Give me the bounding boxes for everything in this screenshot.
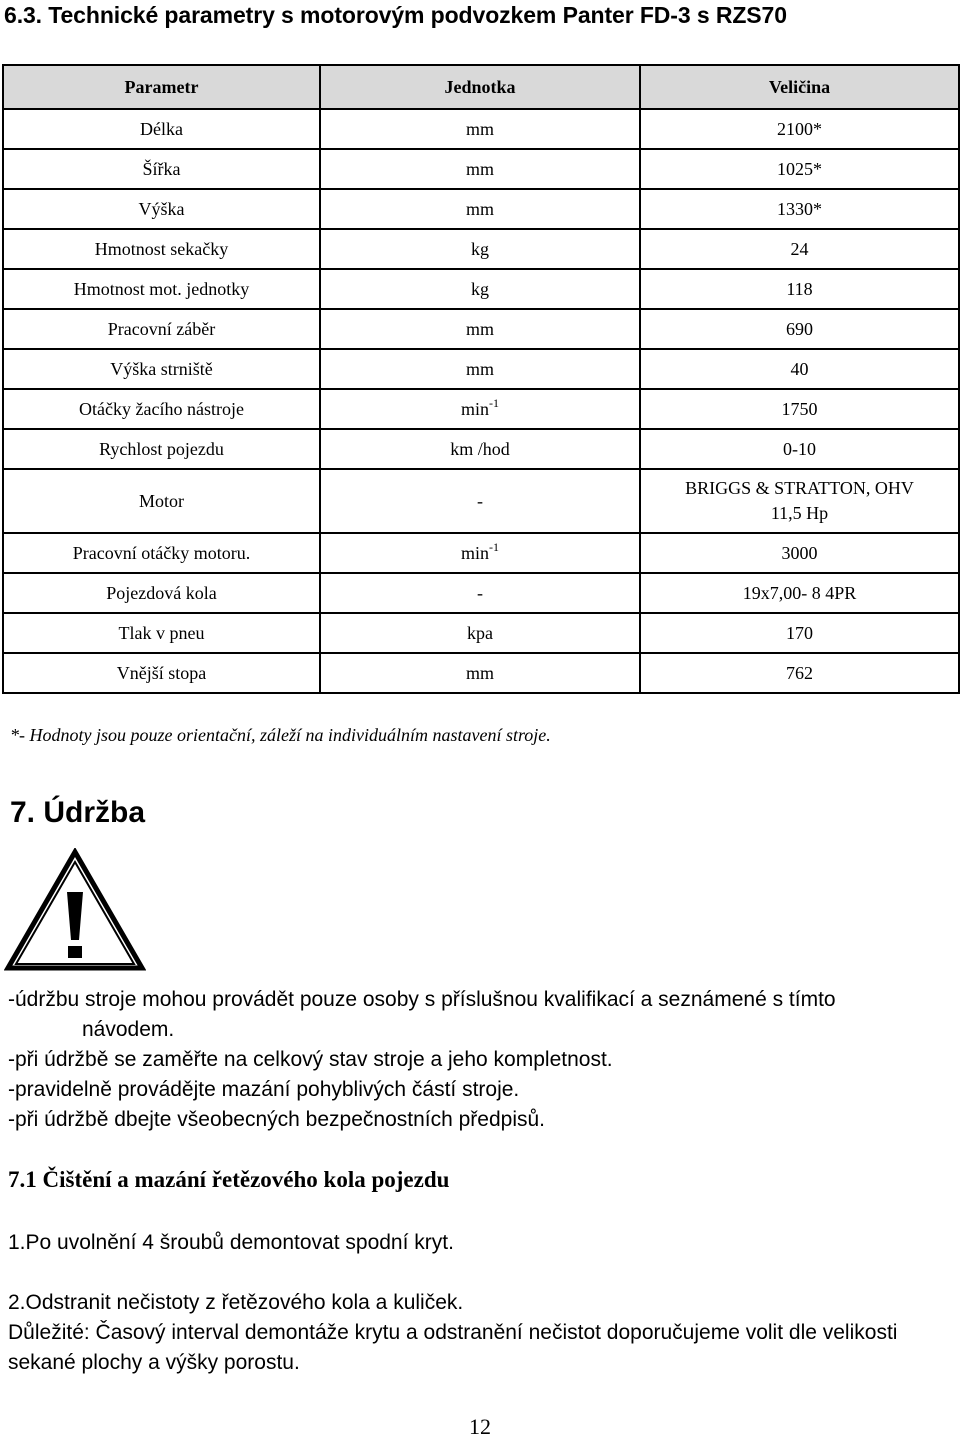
table-row bbox=[3, 469, 959, 533]
table-row bbox=[3, 229, 959, 269]
cell-value: 1330* bbox=[640, 189, 959, 229]
important-note: Důležité: Časový interval demontáže krytu a odstranění nečistot doporučujeme volit dle velikosti sekané plochy a výšky porostu. bbox=[8, 1321, 898, 1374]
cell-unit bbox=[320, 109, 640, 149]
unit-text: mm bbox=[465, 118, 494, 139]
warning-icon bbox=[4, 848, 146, 972]
unit-text: mm bbox=[465, 158, 494, 179]
cell-value: 0-10 bbox=[640, 429, 959, 469]
unit-text: kg bbox=[471, 238, 489, 259]
rule-item bbox=[8, 985, 953, 1045]
table-row bbox=[3, 573, 959, 613]
table-row bbox=[3, 613, 959, 653]
section-title: 6.3. Technické parametry s motorovým podvozkem Panter FD-3 s RZS70 bbox=[4, 2, 787, 28]
cell-unit bbox=[320, 533, 640, 573]
cell-parameter: Délka bbox=[3, 109, 320, 149]
maintenance-title: 7. Údržba bbox=[10, 796, 146, 829]
cell-parameter: Výška strniště bbox=[3, 349, 320, 389]
rule-item bbox=[8, 1075, 953, 1105]
cell-parameter: Vnější stopa bbox=[3, 653, 320, 693]
footnote: *- Hodnoty jsou pouze orientační, záleží na individuálním nastavení stroje. bbox=[10, 725, 551, 745]
unit-text: kg bbox=[471, 278, 489, 299]
rule-line: -pravidelně provádějte mazání pohyblivých částí stroje. bbox=[8, 1078, 520, 1101]
table-row bbox=[3, 533, 959, 573]
unit-text: mm bbox=[465, 358, 494, 379]
table-row bbox=[3, 269, 959, 309]
step-2-block bbox=[8, 1288, 953, 1378]
cell-unit bbox=[320, 469, 640, 533]
step-2: 2.Odstranit nečistoty z řetězového kola a kuliček. bbox=[8, 1291, 464, 1314]
cell-parameter: Otáčky žacího nástroje bbox=[3, 389, 320, 429]
cell-value: 2100* bbox=[640, 109, 959, 149]
unit-text: - bbox=[477, 582, 483, 603]
maintenance-rules bbox=[8, 985, 953, 1135]
rule-item bbox=[8, 1045, 953, 1075]
unit-text: kpa bbox=[467, 622, 493, 643]
value-line-1: BRIGGS & STRATTON, OHV bbox=[685, 478, 914, 498]
table-row bbox=[3, 309, 959, 349]
cell-parameter: Tlak v pneu bbox=[3, 613, 320, 653]
table-row bbox=[3, 389, 959, 429]
unit-text: min bbox=[460, 542, 489, 563]
unit-exponent: -1 bbox=[489, 395, 499, 410]
cell-parameter: Pojezdová kola bbox=[3, 573, 320, 613]
table-row bbox=[3, 653, 959, 693]
cell-parameter: Výška bbox=[3, 189, 320, 229]
table-row bbox=[3, 149, 959, 189]
cell-value bbox=[640, 469, 959, 533]
cell-parameter: Hmotnost mot. jednotky bbox=[3, 269, 320, 309]
table-row bbox=[3, 429, 959, 469]
unit-text: - bbox=[477, 490, 483, 511]
cell-unit bbox=[320, 309, 640, 349]
cell-value: 1025* bbox=[640, 149, 959, 189]
header-value: Veličina bbox=[640, 65, 959, 109]
rule-line: -při údržbě se zaměřte na celkový stav stroje a jeho kompletnost. bbox=[8, 1048, 613, 1071]
parameters-table bbox=[2, 64, 960, 694]
rule-line: -údržbu stroje mohou provádět pouze osoby s příslušnou kvalifikací a seznámené s tímto bbox=[8, 988, 836, 1011]
cell-unit bbox=[320, 229, 640, 269]
table-row bbox=[3, 189, 959, 229]
rule-line-continued: návodem. bbox=[82, 1018, 175, 1041]
table-header-row bbox=[3, 65, 959, 109]
unit-text: mm bbox=[465, 198, 494, 219]
cell-unit bbox=[320, 269, 640, 309]
cell-unit bbox=[320, 429, 640, 469]
unit-exponent: -1 bbox=[489, 539, 499, 554]
rule-line: -při údržbě dbejte všeobecných bezpečnostních předpisů. bbox=[8, 1108, 545, 1131]
cell-parameter: Motor bbox=[3, 469, 320, 533]
cell-parameter: Pracovní otáčky motoru. bbox=[3, 533, 320, 573]
cell-value: 118 bbox=[640, 269, 959, 309]
page-number: 12 bbox=[469, 1414, 491, 1439]
value-multiline bbox=[685, 476, 914, 526]
table-row bbox=[3, 349, 959, 389]
cell-unit bbox=[320, 189, 640, 229]
cell-unit bbox=[320, 149, 640, 189]
cell-value: 24 bbox=[640, 229, 959, 269]
unit-text: min bbox=[460, 398, 489, 419]
cell-value: 40 bbox=[640, 349, 959, 389]
cell-unit bbox=[320, 613, 640, 653]
cell-unit bbox=[320, 573, 640, 613]
unit-text: mm bbox=[465, 318, 494, 339]
value-line-2: 11,5 Hp bbox=[770, 503, 829, 523]
cell-parameter: Hmotnost sekačky bbox=[3, 229, 320, 269]
cell-value: 170 bbox=[640, 613, 959, 653]
header-unit: Jednotka bbox=[320, 65, 640, 109]
cell-value: 1750 bbox=[640, 389, 959, 429]
cell-value: 762 bbox=[640, 653, 959, 693]
rule-item bbox=[8, 1105, 953, 1135]
table-body bbox=[3, 109, 959, 693]
cell-unit bbox=[320, 349, 640, 389]
step-1: 1.Po uvolnění 4 šroubů demontovat spodní kryt. bbox=[8, 1231, 454, 1254]
cell-parameter: Rychlost pojezdu bbox=[3, 429, 320, 469]
cell-unit bbox=[320, 653, 640, 693]
unit-text: mm bbox=[465, 662, 494, 683]
unit-text: km /hod bbox=[450, 438, 510, 459]
cell-unit bbox=[320, 389, 640, 429]
cell-parameter: Pracovní záběr bbox=[3, 309, 320, 349]
cell-parameter: Šířka bbox=[3, 149, 320, 189]
table-row bbox=[3, 109, 959, 149]
cell-value: 690 bbox=[640, 309, 959, 349]
subsection-title: 7.1 Čištění a mazání řetězového kola pojezdu bbox=[8, 1167, 450, 1192]
header-parameter: Parametr bbox=[3, 65, 320, 109]
cell-value: 3000 bbox=[640, 533, 959, 573]
cell-value: 19x7,00- 8 4PR bbox=[640, 573, 959, 613]
